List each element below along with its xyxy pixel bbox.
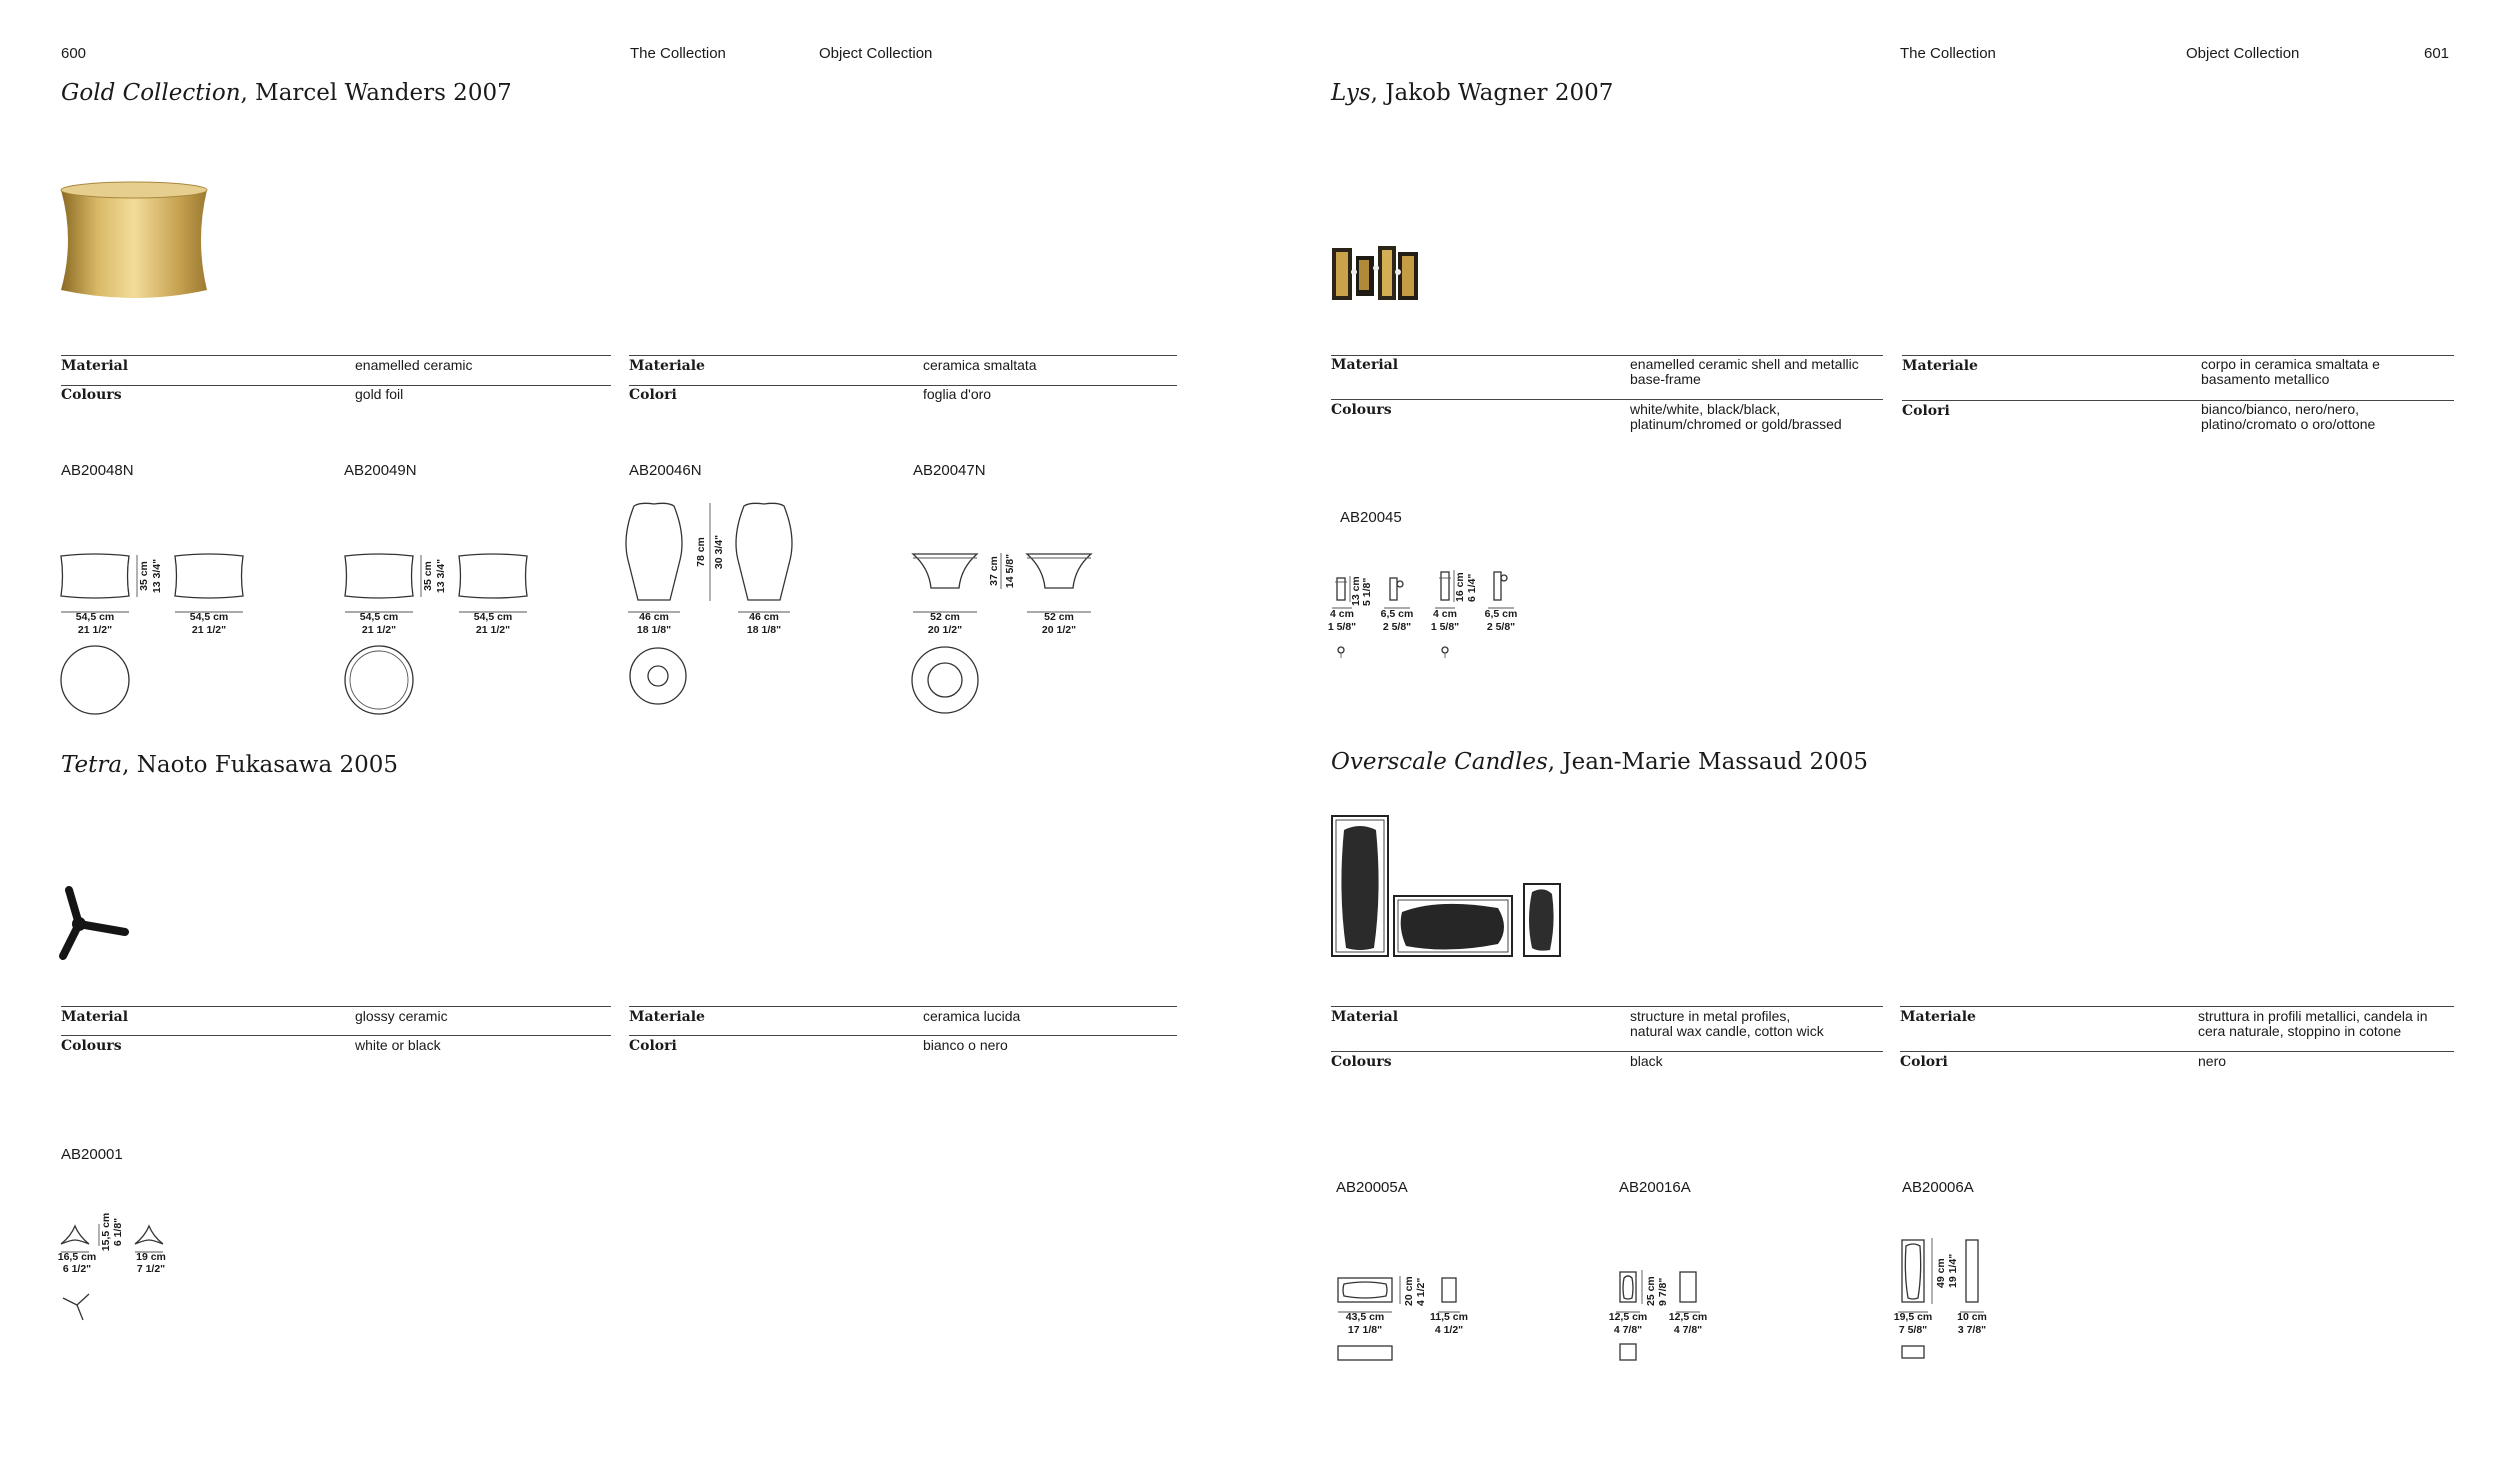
gold-a-top-view	[61, 646, 129, 714]
candles-b-width2-in: 4 7/8"	[1673, 1324, 1703, 1336]
tetra-rule-colours	[61, 1035, 611, 1036]
candles-photo	[1328, 812, 1568, 962]
gold-colours-label: Colours	[61, 387, 122, 403]
right-subsection-label: Object Collection	[2186, 45, 2300, 62]
candles-rule-materiale	[1900, 1006, 2454, 1007]
candles-material-label: Material	[1331, 1009, 1399, 1025]
lys-w4-cm: 6,5 cm	[1484, 608, 1518, 620]
tetra-side-view	[61, 1226, 89, 1244]
tetra-top-view	[63, 1294, 89, 1320]
candles-a-width2-in: 4 1/2"	[1434, 1324, 1464, 1336]
gold-c-width2-cm: 46 cm	[749, 611, 779, 623]
gold-a-height-in: 13 3/4"	[151, 558, 163, 594]
tetra-rule-colori	[629, 1035, 1177, 1036]
tetra-width2-in: 7 1/2"	[136, 1263, 166, 1275]
gold-collection-title	[61, 80, 512, 106]
lys-w2-in: 2 5/8"	[1382, 621, 1412, 633]
candles-colori-value: nero	[2198, 1053, 2227, 1069]
lys-drawing	[1327, 560, 1560, 670]
gold-drawing-ab20046n	[624, 498, 824, 720]
gold-a-height-cm: 35 cm	[138, 561, 150, 591]
candles-c-width-in: 7 5/8"	[1898, 1324, 1928, 1336]
lys-h1-in: 5 1/8"	[1361, 577, 1373, 606]
lys-tall-front	[1441, 572, 1449, 600]
gold-title-designer: , Marcel Wanders 2007	[240, 80, 512, 106]
lys-photo	[1328, 238, 1428, 308]
gold-d-width2-cm: 52 cm	[1044, 611, 1074, 623]
tetra-colours-label: Colours	[61, 1038, 122, 1054]
tetra-drawing	[55, 1200, 195, 1330]
gold-c-width-in: 18 1/8"	[636, 624, 672, 636]
candles-colours-value: black	[1630, 1053, 1663, 1069]
gold-materiale-label: Materiale	[629, 358, 705, 374]
lys-h2-cm: 16 cm	[1454, 572, 1466, 602]
tetra-materiale-label: Materiale	[629, 1009, 705, 1025]
lys-rule-colours	[1331, 399, 1883, 400]
candles-b-height-in: 9 7/8"	[1657, 1277, 1669, 1306]
gold-a-front-view	[175, 554, 243, 598]
tetra-colours-value: white or black	[355, 1037, 441, 1053]
lys-small-side	[1390, 578, 1397, 600]
candles-a-height-in: 4 1/2"	[1415, 1277, 1427, 1306]
gold-material-label: Material	[61, 358, 129, 374]
candles-c-width2-in: 3 7/8"	[1957, 1324, 1987, 1336]
tetra-materiale-value: ceramica lucida	[923, 1008, 1021, 1024]
gold-b-width2-in: 21 1/2"	[475, 624, 511, 636]
lys-w4-in: 2 5/8"	[1486, 621, 1516, 633]
candles-title	[1331, 749, 1868, 775]
lys-h2-in: 6 1/4"	[1466, 573, 1478, 602]
gold-c-width-cm: 46 cm	[639, 611, 669, 623]
gold-a-width-cm: 54,5 cm	[75, 611, 115, 623]
right-section-label: The Collection	[1900, 45, 1996, 62]
gold-c-height-in: 30 3/4"	[713, 534, 725, 570]
tetra-photo	[55, 878, 135, 968]
tetra-height-cm: 15,5 cm	[100, 1212, 112, 1252]
lys-h1-cm: 13 cm	[1350, 576, 1362, 606]
lys-w1-in: 1 5/8"	[1327, 621, 1357, 633]
candles-drawing-ab20006a	[1892, 1230, 2072, 1370]
gold-c-width2-in: 18 1/8"	[746, 624, 782, 636]
candles-colours-label: Colours	[1331, 1054, 1392, 1070]
tetra-code: AB20001	[61, 1146, 123, 1163]
lys-w3-cm: 4 cm	[1433, 608, 1457, 620]
gold-b-side-view	[345, 554, 413, 598]
lys-materiale-value: corpo in ceramica smaltata e basamento metallico	[2201, 356, 2380, 387]
gold-d-top-view	[912, 647, 978, 713]
candles-b-front-view	[1680, 1272, 1696, 1302]
candles-c-front-view	[1966, 1240, 1978, 1302]
gold-c-top-view	[630, 648, 686, 704]
lys-title-designer: , Jakob Wagner 2007	[1370, 80, 1614, 106]
tetra-title	[61, 752, 398, 778]
gold-a-width2-cm: 54,5 cm	[189, 611, 229, 623]
lys-material-value: enamelled ceramic shell and metallic base-frame	[1630, 356, 1859, 387]
gold-b-front-view	[459, 554, 527, 598]
lys-title-name: Lys	[1331, 80, 1371, 106]
lys-tall-side	[1494, 572, 1501, 600]
gold-rule-colori	[629, 385, 1177, 386]
gold-d-height-cm: 37 cm	[988, 556, 1000, 586]
gold-colours-value: gold foil	[355, 386, 404, 402]
lys-rule-colori	[1902, 400, 2454, 401]
tetra-rule-materiale	[629, 1006, 1177, 1007]
gold-a-width-in: 21 1/2"	[77, 624, 113, 636]
candles-c-height-in: 19 1/4"	[1947, 1253, 1959, 1288]
tetra-title-name: Tetra	[61, 752, 123, 778]
gold-colori-label: Colori	[629, 387, 677, 403]
gold-b-height-cm: 35 cm	[422, 561, 434, 591]
tetra-rule-material	[61, 1006, 611, 1007]
lys-title	[1331, 80, 1613, 106]
candles-material-value: structure in metal profiles, natural wax candle, cotton wick	[1630, 1008, 1824, 1039]
candles-b-height-cm: 25 cm	[1645, 1276, 1657, 1306]
gold-rule-materiale	[629, 355, 1177, 356]
tetra-width-cm: 16,5 cm	[57, 1251, 97, 1263]
gold-code-4: AB20047N	[913, 462, 986, 479]
gold-d-height-in: 14 5/8"	[1004, 553, 1016, 589]
candles-c-width-cm: 19,5 cm	[1893, 1311, 1933, 1323]
lys-small-top	[1338, 647, 1344, 653]
candles-a-width-cm: 43,5 cm	[1345, 1311, 1385, 1323]
candles-title-name: Overscale Candles	[1331, 749, 1548, 775]
gold-drawing-ab20048n	[55, 540, 255, 720]
tetra-height-in: 6 1/8"	[112, 1217, 124, 1247]
tetra-width2-cm: 19 cm	[136, 1251, 166, 1263]
left-subsection-label: Object Collection	[819, 45, 933, 62]
candles-a-width-in: 17 1/8"	[1347, 1324, 1383, 1336]
tetra-title-designer: , Naoto Fukasawa 2005	[122, 752, 399, 778]
tetra-colori-value: bianco o nero	[923, 1037, 1008, 1053]
candles-materiale-value: struttura in profili metallici, candela in cera naturale, stoppino in cotone	[2198, 1008, 2428, 1039]
candles-code-1: AB20005A	[1336, 1179, 1408, 1196]
gold-a-width2-in: 21 1/2"	[191, 624, 227, 636]
candles-rule-colori	[1900, 1051, 2454, 1052]
candles-rule-material	[1331, 1006, 1883, 1007]
lys-materiale-label: Materiale	[1902, 358, 1978, 374]
lys-tall-top	[1442, 647, 1448, 653]
right-page-number: 601	[2424, 45, 2450, 62]
candles-b-width2-cm: 12,5 cm	[1668, 1311, 1708, 1323]
gold-colori-value: foglia d'oro	[923, 386, 992, 402]
gold-a-side-view	[61, 554, 129, 598]
candles-colori-label: Colori	[1900, 1054, 1948, 1070]
lys-code: AB20045	[1340, 509, 1402, 526]
gold-title-name: Gold Collection	[61, 80, 241, 106]
gold-rule-colours	[61, 385, 611, 386]
candles-b-width-in: 4 7/8"	[1613, 1324, 1643, 1336]
candles-b-width-cm: 12,5 cm	[1608, 1311, 1648, 1323]
candles-b-top-view	[1620, 1344, 1636, 1360]
gold-rule-material	[61, 355, 611, 356]
gold-d-width2-in: 20 1/2"	[1041, 624, 1077, 636]
candles-a-height-cm: 20 cm	[1403, 1276, 1415, 1306]
gold-code-3: AB20046N	[629, 462, 702, 479]
lys-small-front	[1337, 578, 1345, 600]
tetra-material-label: Material	[61, 1009, 129, 1025]
gold-materiale-value: ceramica smaltata	[923, 357, 1037, 373]
lys-w1-cm: 4 cm	[1330, 608, 1354, 620]
gold-b-width-cm: 54,5 cm	[359, 611, 399, 623]
gold-d-width-cm: 52 cm	[930, 611, 960, 623]
lys-w2-cm: 6,5 cm	[1380, 608, 1414, 620]
gold-drawing-ab20047n	[909, 540, 1109, 720]
candles-a-front-view	[1442, 1278, 1456, 1302]
lys-colori-value: bianco/bianco, nero/nero, platino/cromato o oro/ottone	[2201, 401, 2376, 432]
lys-material-label: Material	[1331, 357, 1399, 373]
gold-c-height-cm: 78 cm	[695, 537, 707, 567]
gold-b-top-view	[345, 646, 413, 714]
tetra-colori-label: Colori	[629, 1038, 677, 1054]
gold-c-side-view	[626, 503, 682, 600]
candles-materiale-label: Materiale	[1900, 1009, 1976, 1025]
gold-d-side-view	[913, 554, 977, 588]
gold-c-front-view	[736, 503, 792, 600]
gold-b-height-in: 13 3/4"	[435, 558, 447, 594]
candles-drawing-ab20005a	[1332, 1230, 1512, 1370]
candles-title-designer: , Jean-Marie Massaud 2005	[1547, 749, 1868, 775]
candles-c-height-cm: 49 cm	[1935, 1258, 1947, 1288]
gold-code-2: AB20049N	[344, 462, 417, 479]
lys-w3-in: 1 5/8"	[1430, 621, 1460, 633]
candles-a-top-view	[1338, 1346, 1392, 1360]
gold-drawing-ab20049n	[339, 540, 539, 720]
lys-colori-label: Colori	[1902, 403, 1950, 419]
gold-material-value: enamelled ceramic	[355, 357, 473, 373]
candles-drawing-ab20016a	[1608, 1230, 1792, 1370]
gold-b-width2-cm: 54,5 cm	[473, 611, 513, 623]
tetra-front-view	[135, 1226, 163, 1244]
gold-d-front-view	[1027, 554, 1091, 588]
candles-c-width2-cm: 10 cm	[1957, 1311, 1987, 1323]
lys-colours-value: white/white, black/black, platinum/chromed or gold/brassed	[1630, 401, 1842, 432]
gold-code-1: AB20048N	[61, 462, 134, 479]
left-section-label: The Collection	[630, 45, 726, 62]
gold-d-width-in: 20 1/2"	[927, 624, 963, 636]
candles-c-top-view	[1902, 1346, 1924, 1358]
gold-collection-photo	[55, 178, 215, 308]
candles-a-width2-cm: 11,5 cm	[1430, 1311, 1468, 1323]
lys-colours-label: Colours	[1331, 402, 1392, 418]
candles-code-2: AB20016A	[1619, 1179, 1691, 1196]
tetra-width-in: 6 1/2"	[62, 1263, 92, 1275]
gold-b-width-in: 21 1/2"	[361, 624, 397, 636]
tetra-material-value: glossy ceramic	[355, 1008, 448, 1024]
candles-code-3: AB20006A	[1902, 1179, 1974, 1196]
candles-rule-colours	[1331, 1051, 1883, 1052]
left-page-number: 600	[61, 45, 87, 62]
